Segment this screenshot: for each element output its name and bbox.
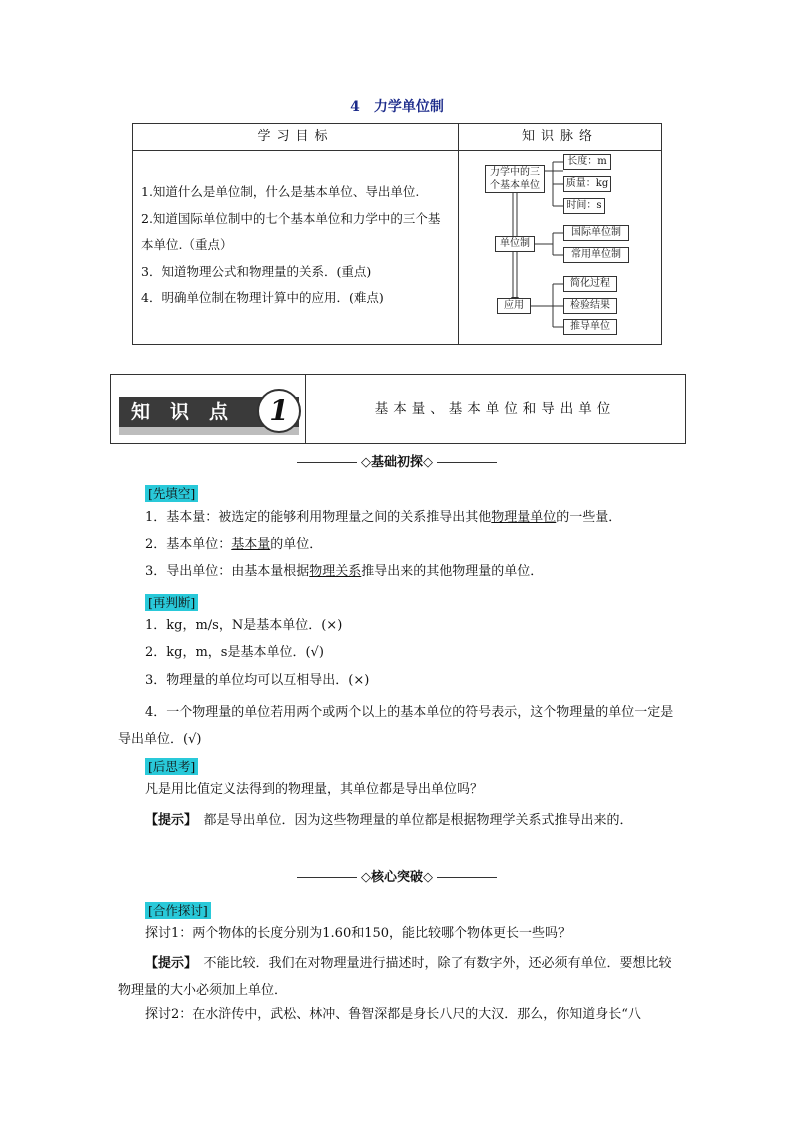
knowledge-point-banner <box>110 374 686 444</box>
diagram-app-simplify: 简化过程 <box>563 276 617 292</box>
judge-item: 1．kg，m/s，N是基本单位．(×) <box>145 618 343 633</box>
knowledge-point-label: 知识点 <box>131 401 249 423</box>
diagram-unit-time: 时间：s <box>563 198 605 214</box>
objectives-table <box>132 123 662 345</box>
think-answer: 【提示】 都是导出单位．因为这些物理量的单位都是根据物理学关系式推导出来的． <box>145 813 633 828</box>
fill-item-3: 3．导出单位：由基本量根据物理关系推导出来的其他物理量的单位． <box>145 564 544 579</box>
divider <box>297 462 357 463</box>
header-context: 知识脉络 <box>459 124 662 151</box>
diagram-app-check: 检验结果 <box>563 298 617 314</box>
diagram-app-derive: 推导单位 <box>563 319 617 335</box>
tag-cooperate: [合作探讨] <box>145 902 211 919</box>
discussion-1: 探讨1：两个物体的长度分别为1.60和150，能比较哪个物体更长一些吗？ <box>145 926 572 941</box>
section-heading-core: ◇核心突破◇ <box>0 866 794 885</box>
fill-item-1: 1．基本量：被选定的能够利用物理量之间的关系推导出其他物理量单位的一些量． <box>145 510 622 525</box>
goal-item: 2.知道国际单位制中的七个基本单位和力学中的三个基本单位.（重点） <box>141 210 441 252</box>
diagram-system: 单位制 <box>495 236 535 252</box>
page-title: 4 力学单位制 <box>350 99 444 115</box>
divider <box>437 462 497 463</box>
discussion-1-answer: 【提示】 不能比较．我们在对物理量进行描述时，除了有数字外，还必须有单位．要想比较物理量的大小必须加上单位． <box>118 956 672 998</box>
judge-item: 4．一个物理量的单位若用两个或两个以上的基本单位的符号表示，这个物理量的单位一定是导出单位．(√) <box>118 705 674 747</box>
discussion-2: 探讨2：在水浒传中，武松、林冲、鲁智深都是身长八尺的大汉．那么，你知道身长“八 <box>145 1007 641 1022</box>
divider <box>297 877 357 878</box>
diagram-unit-length: 长度：m <box>563 154 611 170</box>
diagram-unit-mass: 质量：kg <box>563 176 611 192</box>
diagram-application: 应用 <box>497 298 531 314</box>
fill-item-2: 2．基本单位：基本量的单位． <box>145 537 323 552</box>
header-goals: 学习目标 <box>133 124 459 151</box>
tag-think: [后思考] <box>145 758 198 775</box>
diagram-si-system: 国际单位制 <box>563 225 629 241</box>
tag-judge: [再判断] <box>145 594 198 611</box>
knowledge-point-number: 1 <box>257 389 301 433</box>
goal-item: 1.知道什么是单位制，什么是基本单位、导出单位. <box>141 184 420 199</box>
section-heading-basic: ◇基础初探◇ <box>0 451 794 470</box>
knowledge-point-topic: 基本量、基本单位和导出单位 <box>374 401 616 417</box>
judge-item: 3．物理量的单位均可以互相导出．(×) <box>145 673 370 688</box>
goal-item: 4．明确单位制在物理计算中的应用．(难点) <box>141 290 384 305</box>
diagram-common-system: 常用单位制 <box>563 247 629 263</box>
judge-item: 2．kg，m，s是基本单位．(√) <box>145 645 324 660</box>
goals-cell <box>133 151 459 345</box>
knowledge-point-badge <box>111 375 306 443</box>
think-question: 凡是用比值定义法得到的物理量，其单位都是导出单位吗？ <box>145 782 484 797</box>
divider <box>437 877 497 878</box>
diagram-root: 力学中的三个基本单位 <box>485 165 545 193</box>
knowledge-diagram <box>459 151 662 345</box>
goal-item: 3．知道物理公式和物理量的关系．(重点) <box>141 263 372 279</box>
tag-fill-blank: [先填空] <box>145 485 198 502</box>
